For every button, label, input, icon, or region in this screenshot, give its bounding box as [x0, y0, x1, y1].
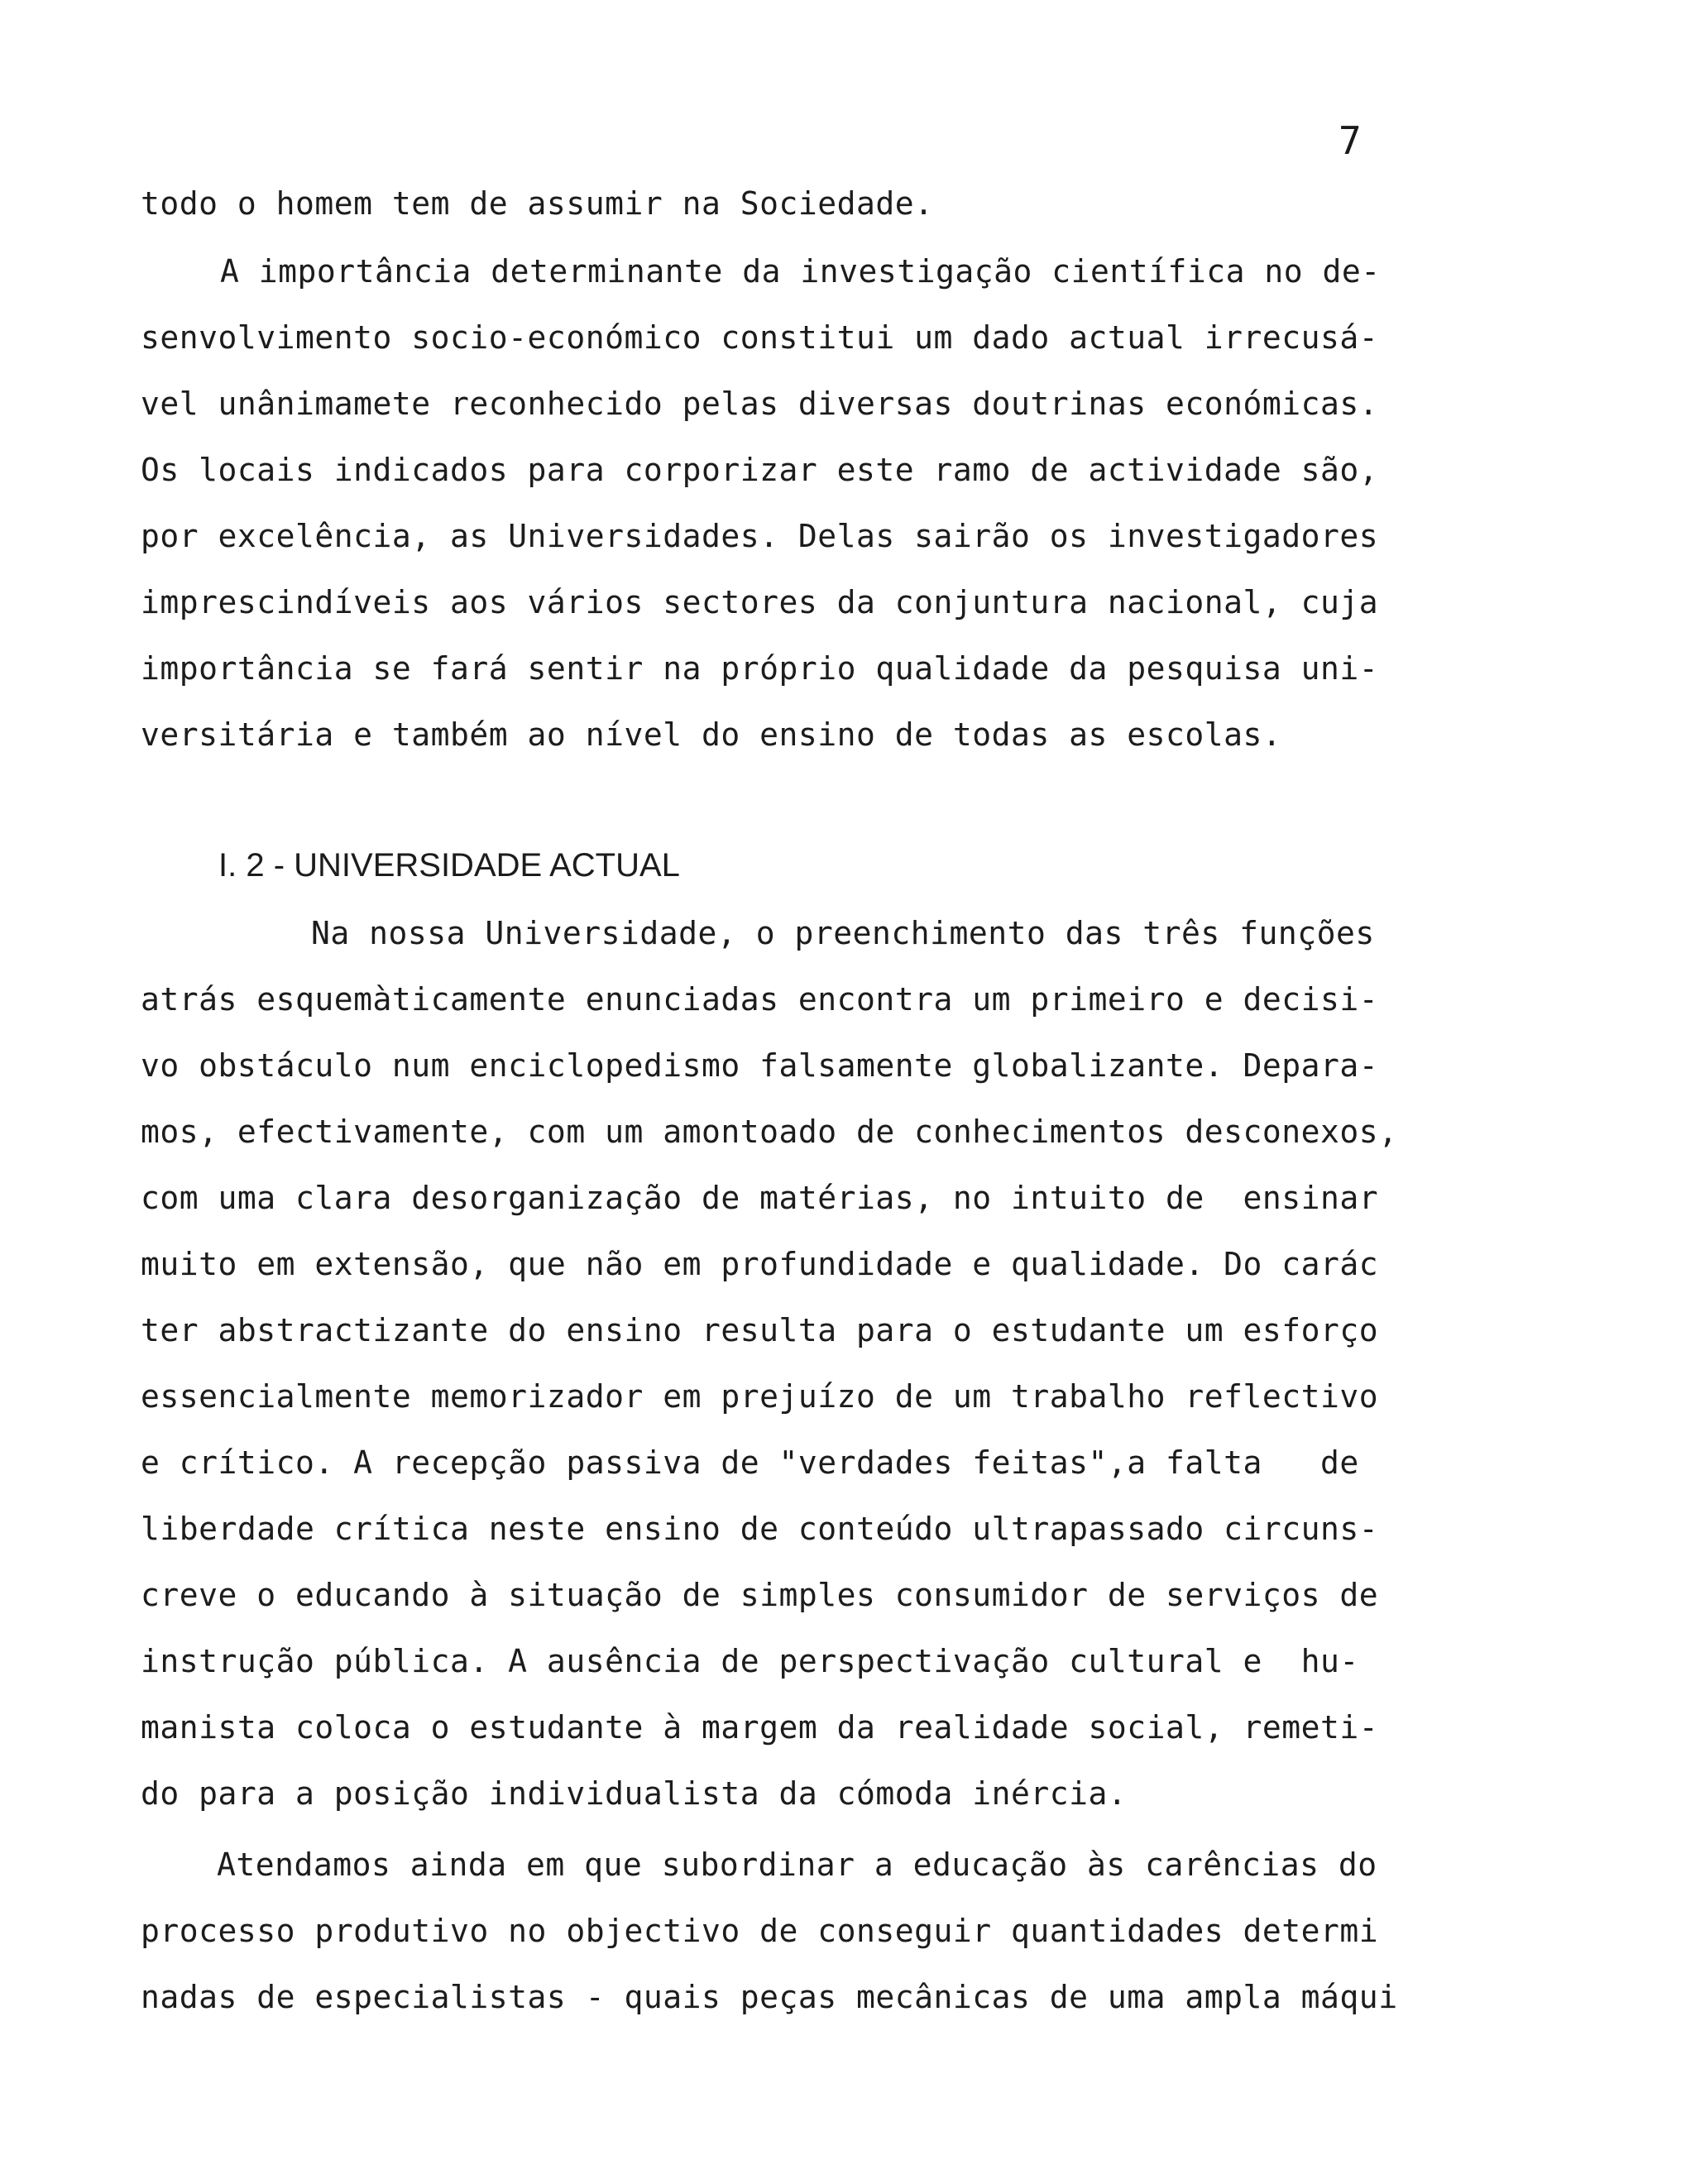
text-line: Os locais indicados para corporizar este ramo de actividade são,: [141, 452, 1379, 488]
text-line: todo o homem tem de assumir na Sociedade.: [141, 185, 934, 222]
text-line: com uma clara desorganização de matérias, no intuito de ensinar: [141, 1180, 1379, 1216]
text-line: Na nossa Universidade, o preenchimento das três funções: [311, 915, 1375, 951]
text-line: manista coloca o estudante à margem da realidade social, remeti-: [141, 1709, 1379, 1746]
text-line: nadas de especialistas - quais peças mecânicas de uma ampla máqui: [141, 1979, 1398, 2015]
text-line: do para a posição individualista da cómoda inércia.: [141, 1775, 1128, 1812]
text-line: atrás esquemàticamente enunciadas encontra um primeiro e decisi-: [141, 981, 1379, 1018]
text-line: mos, efectivamente, com um amontoado de conhecimentos desconexos,: [141, 1114, 1398, 1150]
text-line: ter abstractizante do ensino resulta para o estudante um esforço: [141, 1312, 1379, 1348]
section-heading: I. 2 - UNIVERSIDADE ACTUAL: [218, 847, 680, 884]
text-line: creve o educando à situação de simples consumidor de serviços de: [141, 1577, 1379, 1613]
text-line: liberdade crítica neste ensino de conteúdo ultrapassado circuns-: [141, 1511, 1379, 1547]
text-line: importância se fará sentir na próprio qualidade da pesquisa uni-: [141, 650, 1379, 687]
text-line: muito em extensão, que não em profundidade e qualidade. Do carác: [141, 1246, 1379, 1282]
text-line: processo produtivo no objectivo de conseguir quantidades determi: [141, 1913, 1379, 1949]
text-line: A importância determinante da investigação científica no de-: [220, 253, 1381, 290]
text-line: versitária e também ao nível do ensino de todas as escolas.: [141, 716, 1282, 753]
text-line: vo obstáculo num enciclopedismo falsamente globalizante. Depara-: [141, 1047, 1379, 1084]
text-line: por excelência, as Universidades. Delas sairão os investigadores: [141, 518, 1379, 554]
text-line: vel unânimamete reconhecido pelas diversas doutrinas económicas.: [141, 386, 1379, 422]
text-line: instrução pública. A ausência de perspectivação cultural e hu-: [141, 1643, 1359, 1679]
page-number: 7: [1339, 118, 1362, 163]
text-line: imprescindíveis aos vários sectores da conjuntura nacional, cuja: [141, 584, 1379, 620]
text-line: Atendamos ainda em que subordinar a educação às carências do: [217, 1846, 1377, 1883]
text-line: e crítico. A recepção passiva de "verdades feitas",a falta de: [141, 1444, 1359, 1481]
text-line: essencialmente memorizador em prejuízo de um trabalho reflectivo: [141, 1378, 1379, 1415]
text-line: senvolvimento socio-económico constitui um dado actual irrecusá-: [141, 319, 1379, 356]
